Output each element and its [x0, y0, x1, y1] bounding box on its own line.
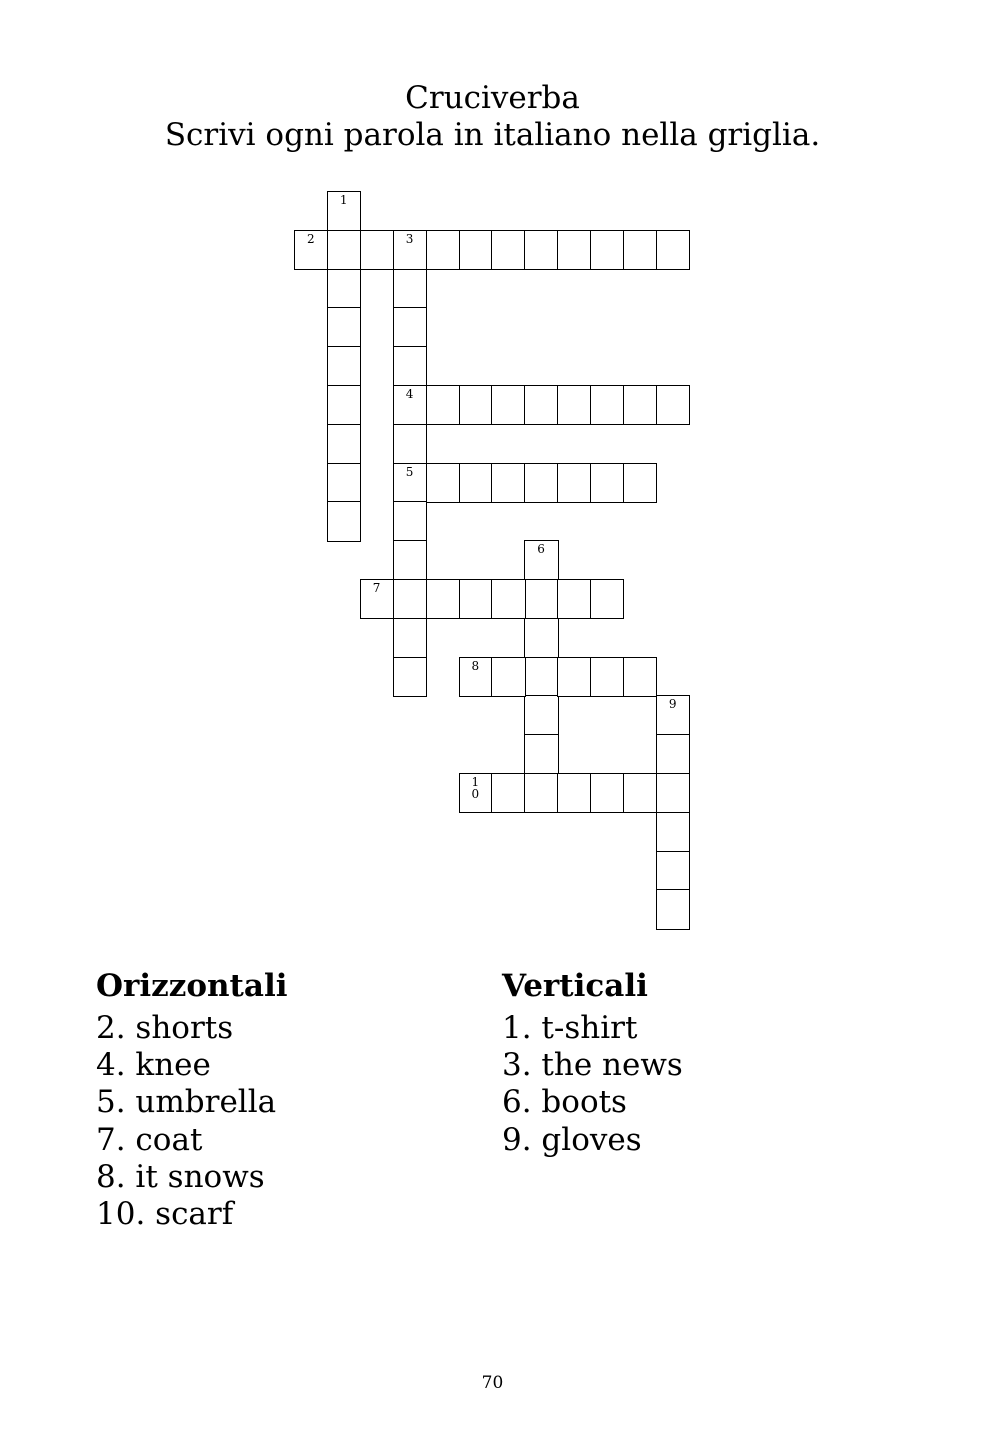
grid-cell[interactable]	[623, 657, 657, 697]
clue-number: 5	[405, 464, 414, 479]
grid-cell[interactable]	[623, 385, 657, 425]
down-heading: Verticali	[502, 968, 648, 1004]
across-heading: Orizzontali	[96, 968, 288, 1004]
page-title: Cruciverba	[405, 80, 580, 116]
grid-cell[interactable]	[590, 579, 624, 619]
clue-number: 6	[537, 542, 545, 557]
grid-cell[interactable]	[524, 618, 558, 658]
grid-cell[interactable]	[656, 812, 690, 852]
grid-cell[interactable]	[524, 657, 558, 697]
across-clue: 5. umbrella	[96, 1084, 277, 1121]
grid-cell[interactable]	[459, 385, 493, 425]
grid-cell[interactable]	[360, 230, 394, 270]
clue-number: 2	[307, 231, 315, 246]
grid-cell[interactable]	[590, 773, 624, 813]
grid-cell[interactable]	[524, 695, 558, 735]
clue-number: 8	[471, 658, 480, 673]
grid-cell[interactable]	[459, 230, 493, 270]
grid-cell[interactable]	[327, 230, 361, 270]
grid-cell[interactable]	[491, 657, 525, 697]
grid-cell[interactable]	[459, 657, 493, 697]
grid-cell[interactable]	[524, 734, 558, 774]
clue-number: 7	[372, 581, 381, 595]
grid-cell[interactable]	[327, 424, 361, 464]
down-clue: 6. boots	[502, 1084, 627, 1121]
grid-cell[interactable]	[656, 230, 690, 270]
grid-cell[interactable]	[393, 657, 427, 697]
grid-cell[interactable]	[393, 463, 427, 503]
grid-cell[interactable]	[656, 773, 690, 813]
grid-cell[interactable]	[557, 773, 591, 813]
across-clue: 7. coat	[96, 1121, 203, 1158]
grid-cell[interactable]	[426, 579, 460, 619]
grid-cell[interactable]	[393, 269, 427, 309]
grid-cell[interactable]	[491, 773, 525, 813]
grid-cell[interactable]	[327, 307, 361, 347]
grid-cell[interactable]	[557, 463, 591, 503]
grid-cell[interactable]	[393, 579, 427, 619]
grid-cell[interactable]	[393, 230, 427, 270]
grid-cell[interactable]	[327, 463, 361, 503]
clue-number: 3	[405, 231, 414, 246]
down-clue: 3. the news	[502, 1047, 683, 1084]
grid-cell[interactable]	[590, 463, 624, 503]
grid-cell[interactable]	[524, 540, 558, 580]
grid-cell[interactable]	[524, 579, 558, 619]
grid-cell[interactable]	[590, 657, 624, 697]
grid-cell[interactable]	[327, 191, 361, 231]
clue-number: 4	[405, 387, 414, 401]
grid-cell[interactable]	[590, 230, 624, 270]
grid-cell[interactable]	[294, 230, 328, 270]
across-clue: 2. shorts	[96, 1010, 234, 1046]
across-clue: 10. scarf	[96, 1196, 234, 1233]
across-clue-list	[96, 1010, 276, 1233]
grid-cell[interactable]	[491, 579, 525, 619]
page-number: 70	[481, 1373, 504, 1393]
grid-cell[interactable]	[656, 695, 690, 735]
grid-cell[interactable]	[491, 385, 525, 425]
instructions: Scrivi ogni parola in italiano nella griglia.	[164, 117, 821, 153]
grid-cell[interactable]	[656, 851, 690, 891]
grid-cell[interactable]	[656, 385, 690, 425]
grid-cell[interactable]	[327, 269, 361, 309]
grid-cell[interactable]	[393, 346, 427, 386]
grid-cell[interactable]	[459, 773, 493, 813]
grid-cell[interactable]	[557, 230, 591, 270]
grid-cell[interactable]	[623, 463, 657, 503]
clue-number: 10	[471, 775, 480, 801]
grid-cell[interactable]	[426, 463, 460, 503]
grid-cell[interactable]	[524, 463, 558, 503]
grid-cell[interactable]	[327, 346, 361, 386]
grid-cell[interactable]	[459, 463, 493, 503]
grid-cell[interactable]	[491, 230, 525, 270]
grid-cell[interactable]	[557, 385, 591, 425]
grid-cell[interactable]	[656, 889, 690, 929]
grid-cell[interactable]	[656, 734, 690, 774]
grid-cell[interactable]	[557, 657, 591, 697]
grid-cell[interactable]	[327, 385, 361, 425]
grid-cell[interactable]	[524, 385, 558, 425]
grid-cell[interactable]	[393, 618, 427, 658]
grid-cell[interactable]	[327, 501, 361, 541]
across-clue: 4. knee	[96, 1047, 211, 1084]
down-clue: 1. t-shirt	[502, 1010, 638, 1046]
grid-cell[interactable]	[524, 773, 558, 813]
grid-cell[interactable]	[590, 385, 624, 425]
clue-number: 1	[339, 193, 348, 207]
grid-cell[interactable]	[623, 773, 657, 813]
grid-cell[interactable]	[557, 579, 591, 619]
grid-cell[interactable]	[491, 463, 525, 503]
grid-cell[interactable]	[426, 230, 460, 270]
grid-cell[interactable]	[524, 230, 558, 270]
down-clue: 9. gloves	[502, 1121, 642, 1158]
grid-cell[interactable]	[393, 501, 427, 541]
grid-cell[interactable]	[393, 307, 427, 347]
grid-cell[interactable]	[393, 540, 427, 580]
clue-number: 9	[668, 697, 677, 712]
grid-cell[interactable]	[360, 579, 394, 619]
grid-cell[interactable]	[393, 385, 427, 425]
grid-cell[interactable]	[459, 579, 493, 619]
grid-cell[interactable]	[426, 385, 460, 425]
across-clue: 8. it snows	[96, 1158, 265, 1195]
grid-cell[interactable]	[393, 424, 427, 464]
grid-cell[interactable]	[623, 230, 657, 270]
down-clue-list	[502, 1010, 683, 1159]
